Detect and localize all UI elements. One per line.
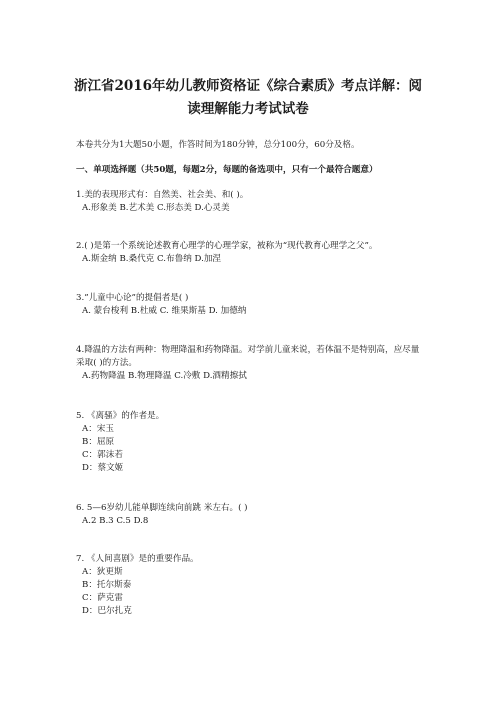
question-3 xyxy=(76,292,426,318)
question-4 xyxy=(76,344,426,383)
question-options: A.形象美 B.艺术美 C.形态美 D.心灵美 xyxy=(82,203,230,213)
question-1 xyxy=(76,189,426,215)
section-heading: 一、单项选择题（共50题，每题2分，每题的备选项中，只有一个最符合题意） xyxy=(76,165,378,175)
question-5 xyxy=(76,410,426,475)
question-stem: 5. 《离骚》的作者是。 xyxy=(76,411,165,421)
question-6 xyxy=(76,502,426,528)
question-7 xyxy=(76,553,426,618)
exam-intro: 本卷共分为1大题50小题，作答时间为180分钟，总分100分，60分及格。 xyxy=(76,140,360,150)
option-d: D：蔡文姬 xyxy=(82,463,124,473)
question-options: A. 蒙台梭利 B.杜威 C. 维果斯基 D. 加德纳 xyxy=(82,306,247,316)
option-b: B：屈原 xyxy=(82,437,115,447)
question-stem: 7. 《人间喜剧》是的重要作品。 xyxy=(76,554,199,564)
question-stem: 6. 5—6岁幼儿能单脚连续向前跳 米左右。( ) xyxy=(76,503,248,513)
option-c: C：郭沫若 xyxy=(82,450,123,460)
question-options: A.2 B.3 C.5 D.8 xyxy=(82,516,149,526)
option-a: A：宋玉 xyxy=(82,424,114,434)
question-stem: 3.”儿童中心论”的提倡者是( ) xyxy=(76,293,189,303)
question-stem: 1.美的表现形式有：自然美、社会美、和( )。 xyxy=(76,190,249,200)
option-a: A：狄更斯 xyxy=(82,567,123,577)
option-d: D：巴尔扎克 xyxy=(82,606,132,616)
question-options: A.药物降温 B.物理降温 C.冷敷 D.酒精擦拭 xyxy=(82,371,247,381)
document-title-line-2: 读理解能力考试试卷 xyxy=(187,101,309,117)
question-2 xyxy=(76,240,426,266)
option-b: B：托尔斯泰 xyxy=(82,580,132,590)
option-c: C：萨克雷 xyxy=(82,593,123,603)
question-stem: 2.( )是第一个系统论述教育心理学的心理学家，被称为“现代教育心理学之父”。 xyxy=(76,241,378,251)
question-stem: 4.降温的方法有两种：物理降温和药物降温。对学前儿童来说，若体温不是特别高，应尽量采取( )的方法。 xyxy=(76,345,420,368)
question-options: A.斯金纳 B.桑代克 C.布鲁纳 D.加涅 xyxy=(82,254,222,264)
document-title-line-1: 浙江省2016年幼儿教师资格证《综合素质》考点详解：阅 xyxy=(73,78,423,94)
